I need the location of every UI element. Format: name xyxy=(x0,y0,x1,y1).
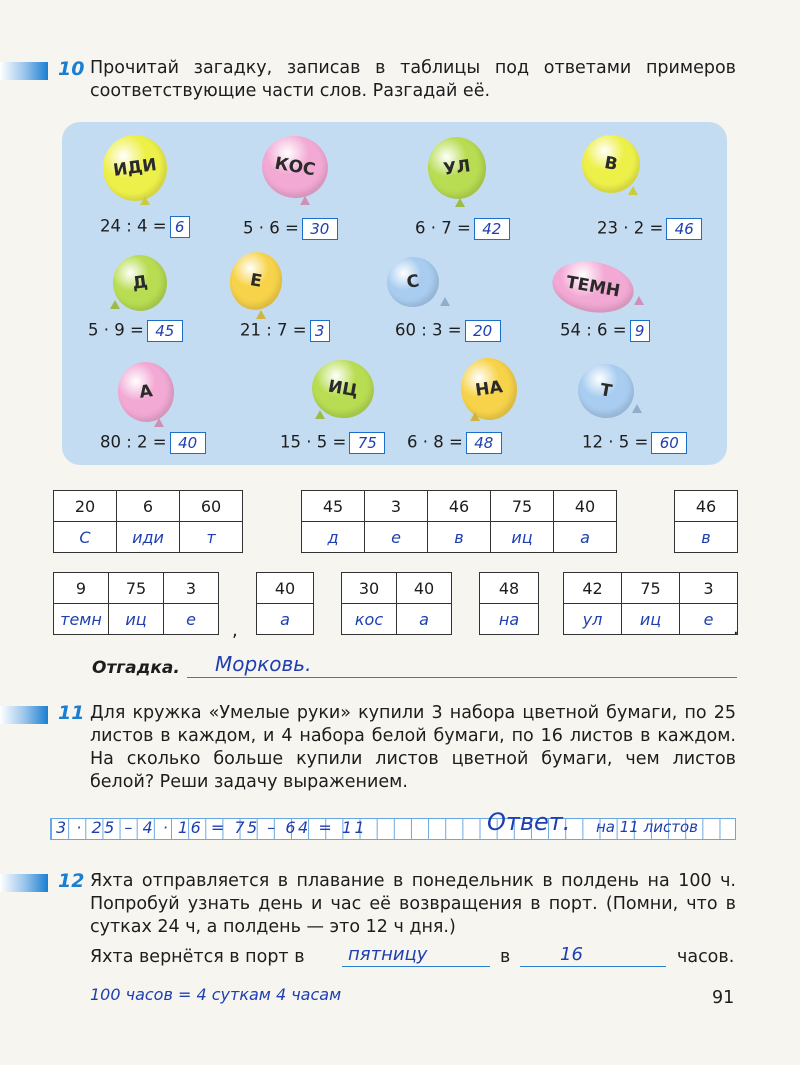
answer-table-r1-2 xyxy=(301,490,617,553)
table-number-cell: 46 xyxy=(428,491,491,522)
table-number-cell: 40 xyxy=(397,573,452,604)
table-word-part-cell: т xyxy=(180,522,243,553)
task-12-marker xyxy=(0,874,48,892)
equation-answer-box: 75 xyxy=(349,432,385,454)
fill-hour-line xyxy=(520,966,666,967)
table-word-part-cell: кос xyxy=(342,604,397,635)
table-number-cell: 40 xyxy=(554,491,617,522)
table-word-part-cell: е xyxy=(365,522,428,553)
fill-mid: в xyxy=(500,947,511,967)
answer-table-r2-1 xyxy=(53,572,219,635)
table-word-part-cell: ул xyxy=(564,604,622,635)
handwritten-note: 100 часов = 4 суткам 4 часам xyxy=(90,985,342,1004)
equation-expression: 23 · 2 = xyxy=(597,218,664,238)
answer-table-r2-3 xyxy=(341,572,452,635)
table-number-cell: 46 xyxy=(675,491,738,522)
balloon-label: УЛ xyxy=(442,156,472,180)
balloon-equation xyxy=(100,432,206,454)
equation-expression: 54 : 6 = xyxy=(560,320,627,340)
balloon-knot-icon xyxy=(634,296,644,305)
equation-expression: 5 · 9 = xyxy=(88,320,144,340)
table-number-cell: 45 xyxy=(302,491,365,522)
equation-answer-box: 45 xyxy=(147,320,183,342)
answer-table-r2-4 xyxy=(479,572,539,635)
balloon-label: А xyxy=(138,381,154,403)
comma: , xyxy=(232,620,238,641)
table-word-part-cell: иц xyxy=(622,604,680,635)
balloon-label: ИЦ xyxy=(326,376,360,402)
table-word-part-cell: темн xyxy=(54,604,109,635)
fill-suffix: часов. xyxy=(677,947,735,967)
table-number-cell: 6 xyxy=(117,491,180,522)
table-word-part-cell: иц xyxy=(491,522,554,553)
answer-word: Ответ. xyxy=(487,808,571,836)
balloon-label: В xyxy=(602,153,620,175)
table-word-part-cell: на xyxy=(480,604,539,635)
balloon-knot-icon xyxy=(154,418,164,427)
balloon-knot-icon xyxy=(300,196,310,205)
equation-expression: 6 · 7 = xyxy=(415,218,471,238)
answer-table-r2-5 xyxy=(563,572,738,635)
equation-answer-box: 6 xyxy=(170,216,190,238)
equation-expression: 6 · 8 = xyxy=(407,432,463,452)
balloon-knot-icon xyxy=(315,410,325,419)
table-number-cell: 20 xyxy=(54,491,117,522)
riddle-answer-line xyxy=(187,677,737,678)
balloon-equation xyxy=(240,320,330,342)
balloon-label: НА xyxy=(474,377,504,401)
balloon-knot-icon xyxy=(110,300,120,309)
equation-expression: 21 : 7 = xyxy=(240,320,307,340)
table-word-part-cell: а xyxy=(257,604,314,635)
balloon-equation xyxy=(100,216,190,238)
equation-expression: 5 · 6 = xyxy=(243,218,299,238)
equation-answer-box: 40 xyxy=(170,432,206,454)
table-number-cell: 48 xyxy=(480,573,539,604)
equation-expression: 80 : 2 = xyxy=(100,432,167,452)
equation-answer-box: 42 xyxy=(474,218,510,240)
table-number-cell: 40 xyxy=(257,573,314,604)
equation-answer-box: 48 xyxy=(466,432,502,454)
equation-expression: 60 : 3 = xyxy=(395,320,462,340)
balloon-equation xyxy=(560,320,650,342)
balloon-label: Т xyxy=(598,380,614,402)
table-word-part-cell: иц xyxy=(109,604,164,635)
task-10-text: Прочитай загадку, записав в таблицы под ответами примеров соответствующие части слов. Разгадай её. xyxy=(90,58,736,101)
balloon-label: Д xyxy=(131,272,149,294)
task-11-number: 11 xyxy=(58,702,85,724)
answer-table-r1-1 xyxy=(53,490,243,553)
riddle-answer: Морковь. xyxy=(215,652,312,676)
task-11-marker xyxy=(0,706,48,724)
table-number-cell: 75 xyxy=(622,573,680,604)
table-number-cell: 30 xyxy=(342,573,397,604)
fill-hour: 16 xyxy=(560,944,583,965)
table-number-cell: 9 xyxy=(54,573,109,604)
equation-answer-box: 60 xyxy=(651,432,687,454)
table-word-part-cell: С xyxy=(54,522,117,553)
table-word-part-cell: д xyxy=(302,522,365,553)
table-word-part-cell: иди xyxy=(117,522,180,553)
balloon-label: Е xyxy=(248,270,264,292)
task-12-number: 12 xyxy=(58,870,85,892)
task-11-text: Для кружка «Умелые руки» купили 3 набора цветной бумаги, по 25 листов в каждом, и 4 набора белой бумаги, по 16 листов в каждом. На сколько больше купили листов цветной бумаги, чем листов белой? Реши задачу выражением. xyxy=(90,703,736,792)
table-number-cell: 3 xyxy=(164,573,219,604)
balloon-label: ИДИ xyxy=(112,155,158,181)
period: . xyxy=(733,618,739,639)
balloon-equation xyxy=(395,320,501,342)
balloon-knot-icon xyxy=(628,186,638,195)
equation-expression: 12 · 5 = xyxy=(582,432,649,452)
table-word-part-cell: в xyxy=(428,522,491,553)
page-number: 91 xyxy=(712,988,735,1008)
table-number-cell: 75 xyxy=(109,573,164,604)
balloon-label: ТЕМН xyxy=(564,272,622,302)
fill-prefix: Яхта вернётся в порт в xyxy=(90,947,305,967)
answer-table-r2-2 xyxy=(256,572,314,635)
task-10-number: 10 xyxy=(58,58,85,80)
balloon-knot-icon xyxy=(440,297,450,306)
equation-expression: 15 · 5 = xyxy=(280,432,347,452)
table-word-part-cell: е xyxy=(680,604,738,635)
balloon-equation xyxy=(280,432,385,454)
table-word-part-cell: а xyxy=(397,604,452,635)
table-number-cell: 3 xyxy=(680,573,738,604)
equation-answer-box: 30 xyxy=(302,218,338,240)
solution-expression: 3 · 25 – 4 · 16 = 75 – 64 = 11 xyxy=(56,818,368,837)
balloon-equation xyxy=(88,320,183,342)
equation-expression: 24 : 4 = xyxy=(100,216,167,236)
table-number-cell: 60 xyxy=(180,491,243,522)
fill-day-line xyxy=(342,966,490,967)
equation-answer-box: 46 xyxy=(666,218,702,240)
equation-answer-box: 3 xyxy=(310,320,330,342)
table-number-cell: 42 xyxy=(564,573,622,604)
table-word-part-cell: е xyxy=(164,604,219,635)
fill-day: пятницу xyxy=(348,944,428,965)
table-number-cell: 3 xyxy=(365,491,428,522)
task-12-text: Яхта отправляется в плавание в понедельник в полдень на 100 ч. Попробуй узнать день и час её возвращения в порт. (Помни, что в сутках 24 ч, а полдень — это 12 ч дня.) xyxy=(90,871,736,937)
balloon-knot-icon xyxy=(256,310,266,319)
equation-answer-box: 9 xyxy=(630,320,650,342)
balloon-equation xyxy=(582,432,687,454)
table-number-cell: 75 xyxy=(491,491,554,522)
table-word-part-cell: в xyxy=(675,522,738,553)
balloon-equation xyxy=(597,218,702,240)
balloon-equation xyxy=(415,218,510,240)
riddle-label: Отгадка. xyxy=(92,658,180,678)
table-word-part-cell: а xyxy=(554,522,617,553)
balloon-equation xyxy=(243,218,338,240)
balloon-knot-icon xyxy=(455,198,465,207)
answer-text: на 11 листов xyxy=(596,818,698,836)
balloon-label: С xyxy=(405,271,421,293)
balloon-label: КОС xyxy=(273,153,317,181)
balloon-knot-icon xyxy=(632,404,642,413)
task-10-marker xyxy=(0,62,48,80)
balloon-knot-icon xyxy=(470,412,480,421)
balloon-knot-icon xyxy=(140,196,150,205)
equation-answer-box: 20 xyxy=(465,320,501,342)
answer-table-r1-3 xyxy=(674,490,738,553)
balloon-equation xyxy=(407,432,502,454)
